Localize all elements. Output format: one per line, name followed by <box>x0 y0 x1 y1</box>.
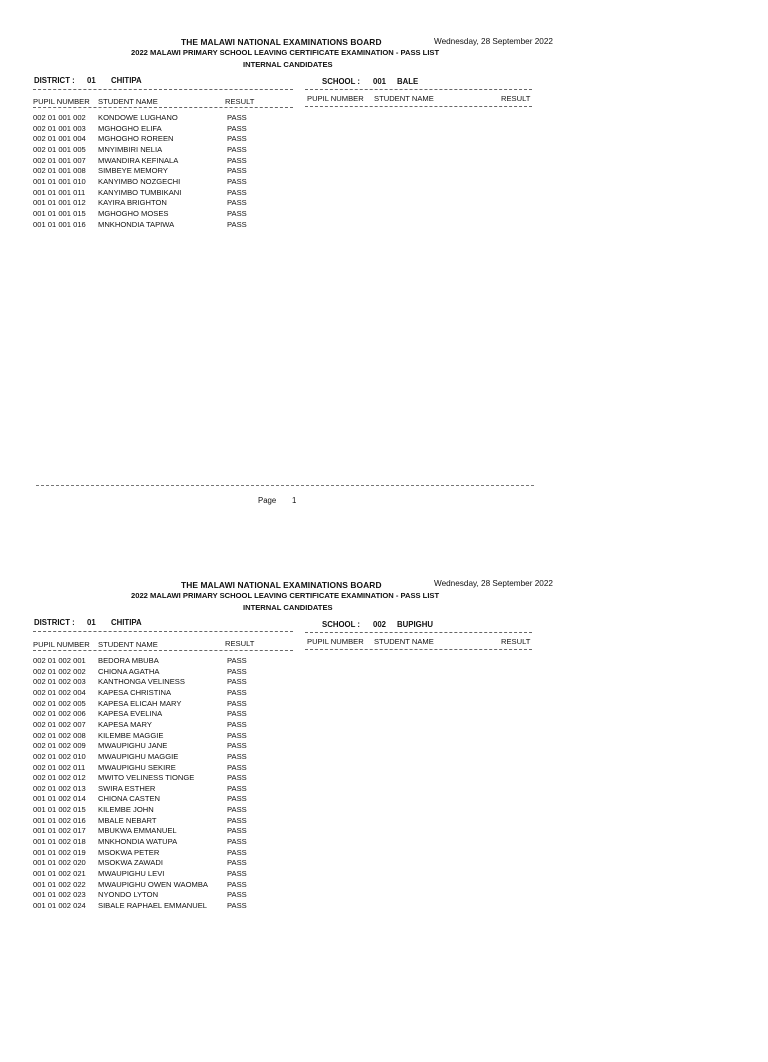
result: PASS <box>227 719 247 729</box>
result: PASS <box>227 815 247 825</box>
report-date: Wednesday, 28 September 2022 <box>434 37 553 46</box>
result: PASS <box>227 837 247 847</box>
header-rule-right <box>305 89 532 90</box>
school-name: BALE <box>397 77 419 86</box>
col-pupil-number-right: PUPIL NUMBER <box>307 94 364 103</box>
student-name: KILEMBE MAGGIE <box>98 730 164 740</box>
col-result-right: RESULT <box>501 94 531 103</box>
district-code: 01 <box>87 618 96 627</box>
pupil-number: 001 01 002 017 <box>33 826 86 836</box>
result: PASS <box>227 890 247 900</box>
student-name: MNKHONDIA WATUPA <box>98 837 178 847</box>
pupil-number: 002 01 001 008 <box>33 166 86 176</box>
student-name: KAPESA EVELINA <box>98 709 163 719</box>
pupil-number: 002 01 001 002 <box>33 113 86 122</box>
result: PASS <box>227 794 247 804</box>
pupil-number: 002 01 002 004 <box>33 687 86 697</box>
district-code: 01 <box>87 76 96 85</box>
student-name: MSOKWA PETER <box>98 847 160 857</box>
candidates-heading: INTERNAL CANDIDATES <box>243 603 333 612</box>
result: PASS <box>227 805 247 815</box>
school-name: BUPIGHU <box>397 620 433 629</box>
col-pupil-number: PUPIL NUMBER <box>33 640 90 649</box>
student-name: MWITO VELINESS TIONGE <box>98 773 195 783</box>
result: PASS <box>227 176 247 186</box>
student-name: KILEMBE JOHN <box>98 805 154 815</box>
pupil-number: 002 01 001 003 <box>33 123 86 133</box>
result: PASS <box>227 709 247 719</box>
student-name: KANYIMBO TUMBIKANI <box>98 187 182 197</box>
result: PASS <box>227 656 247 665</box>
result: PASS <box>227 869 247 878</box>
pupil-number: 002 01 002 009 <box>33 741 86 751</box>
school-label: SCHOOL : <box>322 620 360 629</box>
col-student-name: STUDENT NAME <box>98 640 158 649</box>
pupil-number: 001 01 001 015 <box>33 208 86 218</box>
student-name: MWANDIRA KEFINALA <box>98 155 179 165</box>
board-title: THE MALAWI NATIONAL EXAMINATIONS BOARD <box>181 580 382 590</box>
pupil-number: 002 01 001 005 <box>33 144 86 154</box>
pupil-number: 001 01 002 023 <box>33 890 86 900</box>
school-code: 001 <box>373 77 387 86</box>
pupil-number: 001 01 002 015 <box>33 805 86 815</box>
result: PASS <box>227 144 247 154</box>
col-pupil-number: PUPIL NUMBER <box>33 97 90 106</box>
student-name: CHIONA CASTEN <box>98 794 161 804</box>
pupil-number: 001 01 002 018 <box>33 837 86 847</box>
page-label: Page <box>258 496 277 505</box>
student-name: NYONDO LYTON <box>98 890 159 900</box>
result: PASS <box>227 762 247 772</box>
pupil-number: 002 01 002 002 <box>33 666 86 676</box>
pupil-number: 002 01 002 001 <box>33 656 86 665</box>
result: PASS <box>227 698 247 708</box>
pupil-number: 002 01 002 013 <box>33 783 86 793</box>
pupil-number: 002 01 002 008 <box>33 730 86 740</box>
header-rule-right <box>305 632 532 633</box>
footer-rule <box>36 485 534 486</box>
result: PASS <box>227 208 247 218</box>
col-result: RESULT <box>225 639 255 648</box>
pupil-number: 002 01 001 004 <box>33 134 86 144</box>
student-name: MSOKWA ZAWADI <box>98 858 163 868</box>
result: PASS <box>227 198 247 208</box>
student-name: KAYIRA BRIGHTON <box>98 198 167 208</box>
col-pupil-number-right: PUPIL NUMBER <box>307 637 364 646</box>
student-name: KONDOWE LUGHANO <box>98 113 178 122</box>
pupil-number: 001 01 002 020 <box>33 858 86 868</box>
result: PASS <box>227 900 247 910</box>
result: PASS <box>227 677 247 687</box>
page-number: 1 <box>292 496 297 505</box>
col-student-name: STUDENT NAME <box>98 97 158 106</box>
pupil-number: 001 01 001 010 <box>33 176 86 186</box>
result: PASS <box>227 166 247 176</box>
pupil-number: 001 01 001 012 <box>33 198 86 208</box>
result: PASS <box>227 826 247 836</box>
result: PASS <box>227 858 247 868</box>
result: PASS <box>227 134 247 144</box>
student-name: MWAUPIGHU JANE <box>98 741 168 751</box>
column-rule-left <box>33 650 293 651</box>
student-name: KANYIMBO NOZGECHI <box>98 176 181 186</box>
district-name: CHITIPA <box>111 76 142 85</box>
student-name: KAPESA MARY <box>98 719 152 729</box>
student-name: MGHOGHO ROREEN <box>98 134 174 144</box>
pupil-number: 001 01 002 019 <box>33 847 86 857</box>
pupil-number: 002 01 002 010 <box>33 751 86 761</box>
pass-list-page-1 <box>0 0 768 520</box>
student-name: MGHOGHO MOSES <box>98 208 169 218</box>
pupil-number: 001 01 001 011 <box>33 187 86 197</box>
pupil-number: 002 01 002 012 <box>33 773 86 783</box>
col-result-right: RESULT <box>501 637 531 646</box>
student-name: CHIONA AGATHA <box>98 666 160 676</box>
result: PASS <box>227 773 247 783</box>
exam-title: 2022 MALAWI PRIMARY SCHOOL LEAVING CERTIFICATE EXAMINATION - PASS LIST <box>131 591 440 600</box>
student-name: MGHOGHO ELIFA <box>98 123 162 133</box>
header-rule-left <box>33 631 293 632</box>
pupil-number: 002 01 002 006 <box>33 709 86 719</box>
district-name: CHITIPA <box>111 618 142 627</box>
school-code: 002 <box>373 620 387 629</box>
col-result: RESULT <box>225 97 255 106</box>
result: PASS <box>227 741 247 751</box>
student-name: MWAUPIGHU OWEN WAOMBA <box>98 879 208 889</box>
result: PASS <box>227 783 247 793</box>
report-date: Wednesday, 28 September 2022 <box>434 579 553 588</box>
result: PASS <box>227 687 247 697</box>
result: PASS <box>227 113 247 122</box>
pupil-number: 002 01 002 003 <box>33 677 86 687</box>
student-name: KAPESA ELICAH MARY <box>98 698 182 708</box>
student-name: MNKHONDIA TAPIWA <box>98 219 175 229</box>
pupil-number: 002 01 002 007 <box>33 719 86 729</box>
student-name: BEDORA MBUBA <box>98 656 159 665</box>
result: PASS <box>227 730 247 740</box>
result: PASS <box>227 751 247 761</box>
result: PASS <box>227 187 247 197</box>
school-label: SCHOOL : <box>322 77 360 86</box>
district-label: DISTRICT : <box>34 618 75 627</box>
result: PASS <box>227 879 247 889</box>
col-student-name-right: STUDENT NAME <box>374 637 434 646</box>
student-name: KAPESA CHRISTINA <box>98 687 172 697</box>
pupil-number: 001 01 002 016 <box>33 815 86 825</box>
district-label: DISTRICT : <box>34 76 75 85</box>
candidates-heading: INTERNAL CANDIDATES <box>243 60 333 69</box>
pupil-number: 001 01 002 022 <box>33 879 86 889</box>
student-name: MWAUPIGHU MAGGIE <box>98 751 179 761</box>
col-student-name-right: STUDENT NAME <box>374 94 434 103</box>
student-name: KANTHONGA VELINESS <box>98 677 185 687</box>
result: PASS <box>227 123 247 133</box>
student-name: MWAUPIGHU SEKIRE <box>98 762 176 772</box>
pupil-number: 002 01 002 005 <box>33 698 86 708</box>
student-name: MBUKWA EMMANUEL <box>98 826 177 836</box>
result: PASS <box>227 219 247 229</box>
column-rule-right <box>305 649 532 650</box>
student-name: MBALE NEBART <box>98 815 157 825</box>
pupil-number: 002 01 002 011 <box>33 762 86 772</box>
pass-list-page-2 <box>0 542 768 1062</box>
student-name: MNYIMBIRI NELIA <box>98 144 163 154</box>
student-name: SIBALE RAPHAEL EMMANUEL <box>98 900 208 910</box>
result: PASS <box>227 847 247 857</box>
result: PASS <box>227 666 247 676</box>
student-name: SWIRA ESTHER <box>98 783 156 793</box>
header-rule-left <box>33 89 293 90</box>
student-name: SIMBEYE MEMORY <box>98 166 168 176</box>
exam-title: 2022 MALAWI PRIMARY SCHOOL LEAVING CERTIFICATE EXAMINATION - PASS LIST <box>131 48 440 57</box>
pupil-number: 001 01 002 024 <box>33 900 86 910</box>
student-name: MWAUPIGHU LEVI <box>98 869 165 878</box>
pupil-number: 001 01 001 016 <box>33 219 86 229</box>
pupil-number: 001 01 002 021 <box>33 869 86 878</box>
column-rule-left <box>33 107 293 108</box>
pupil-number: 001 01 002 014 <box>33 794 86 804</box>
result: PASS <box>227 155 247 165</box>
board-title: THE MALAWI NATIONAL EXAMINATIONS BOARD <box>181 37 382 47</box>
column-rule-right <box>305 106 532 107</box>
pupil-number: 002 01 001 007 <box>33 155 86 165</box>
